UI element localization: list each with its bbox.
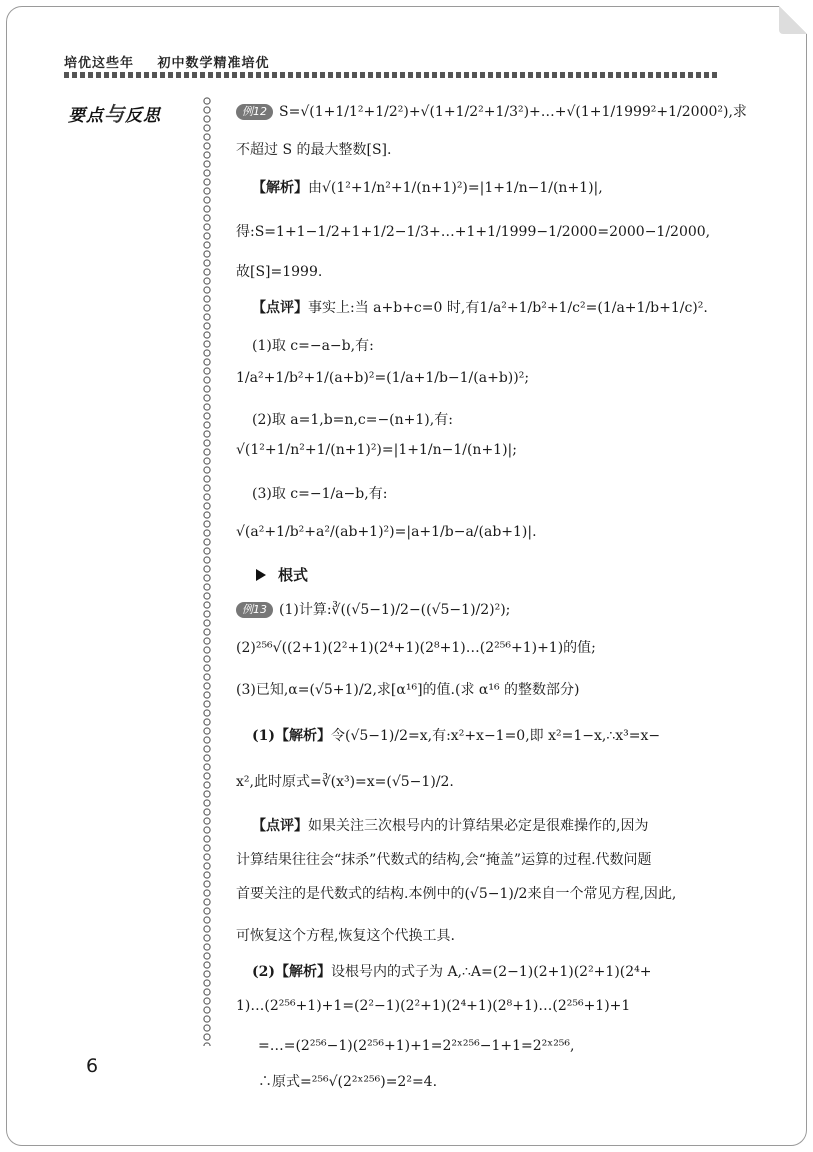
line-text: 得:S=1+1−1/2+1+1/2−1/3+…+1+1/1999−1/2000=2000−1/2000, bbox=[236, 224, 711, 240]
text-line bbox=[252, 964, 652, 982]
section-tag: 【点评】 bbox=[252, 818, 308, 834]
line-text: (2)²⁵⁶√((2+1)(2²+1)(2⁴+1)(2⁸+1)…(2²⁵⁶+1)+1)的值; bbox=[236, 640, 596, 656]
page-number: 6 bbox=[86, 1055, 99, 1077]
line-text: x²,此时原式=∛(x³)=x=(√5−1)/2. bbox=[236, 774, 454, 790]
line-text: (1)计算:∛((√5−1)/2−((√5−1)/2)²); bbox=[279, 602, 511, 618]
header-rule bbox=[64, 72, 717, 78]
text-line bbox=[258, 1074, 437, 1092]
text-line bbox=[236, 774, 454, 792]
text-line bbox=[236, 104, 747, 122]
text-line bbox=[252, 412, 453, 430]
sidebar-title-b: 反思 bbox=[125, 106, 161, 126]
line-text: 计算结果往往会“抹杀”代数式的结构,会“掩盖”运算的过程.代数问题 bbox=[236, 852, 652, 868]
header-book-title: 初中数学精准培优 bbox=[157, 56, 270, 71]
page-fold-corner bbox=[779, 6, 807, 34]
text-line bbox=[236, 640, 596, 658]
line-text: 如果关注三次根号内的计算结果必定是很难操作的,因为 bbox=[308, 818, 649, 834]
text-line bbox=[236, 682, 580, 700]
running-header bbox=[64, 52, 288, 71]
sidebar-title-mid: 与 bbox=[104, 102, 125, 126]
triangle-bullet-icon bbox=[256, 569, 266, 581]
text-line bbox=[258, 1038, 574, 1056]
section-tag: (1)【解析】 bbox=[252, 728, 331, 744]
text-line bbox=[236, 602, 510, 620]
line-text: ∴原式=²⁵⁶√(2²ˣ²⁵⁶)=2²=4. bbox=[258, 1074, 438, 1090]
example-badge: 例13 bbox=[236, 602, 273, 618]
line-text: 故[S]=1999. bbox=[236, 264, 323, 280]
line-text: =…=(2²⁵⁶−1)(2²⁵⁶+1)+1=2²ˣ²⁵⁶−1+1=2²ˣ²⁵⁶, bbox=[258, 1038, 575, 1054]
dotted-divider bbox=[202, 96, 212, 1046]
line-text: √(1²+1/n²+1/(n+1)²)=|1+1/n−1/(n+1)|; bbox=[236, 442, 517, 458]
text-line bbox=[252, 728, 660, 746]
sidebar-title-a: 要点 bbox=[68, 106, 104, 126]
line-text: 令(√5−1)/2=x,有:x²+x−1=0,即 x²=1−x,∴x³=x− bbox=[331, 728, 661, 744]
line-text: 由√(1²+1/n²+1/(n+1)²)=|1+1/n−1/(n+1)|, bbox=[308, 180, 603, 196]
line-text: (3)已知,α=(√5+1)/2,求[α¹⁶]的值.(求 α¹⁶ 的整数部分) bbox=[236, 682, 580, 698]
text-line bbox=[236, 442, 517, 460]
text-line bbox=[236, 264, 322, 282]
line-text: 1/a²+1/b²+1/(a+b)²=(1/a+1/b−1/(a+b))²; bbox=[236, 370, 530, 386]
section-tag: 【点评】 bbox=[252, 300, 308, 316]
line-text: S=√(1+1/1²+1/2²)+√(1+1/2²+1/3²)+…+√(1+1/1999²+1/2000²),求 bbox=[279, 104, 747, 120]
text-line bbox=[236, 928, 455, 946]
text-line bbox=[252, 300, 708, 318]
section-title: 根式 bbox=[278, 566, 309, 584]
line-text: 不超过 S 的最大整数[S]. bbox=[236, 142, 392, 158]
line-text: 1)…(2²⁵⁶+1)+1=(2²−1)(2²+1)(2⁴+1)(2⁸+1)…(2²⁵⁶+1)+1 bbox=[236, 998, 631, 1014]
line-text: 设根号内的式子为 A,∴A=(2−1)(2+1)(2²+1)(2⁴+ bbox=[331, 964, 652, 980]
text-line bbox=[236, 524, 537, 542]
line-text: (3)取 c=−1/a−b,有: bbox=[252, 486, 388, 502]
line-text: √(a²+1/b²+a²/(ab+1)²)=|a+1/b−a/(ab+1)|. bbox=[236, 524, 537, 540]
text-line bbox=[252, 338, 374, 356]
sidebar-title bbox=[68, 98, 161, 127]
text-line bbox=[252, 180, 603, 198]
section-tag: 【解析】 bbox=[252, 180, 308, 196]
section-tag: (2)【解析】 bbox=[252, 964, 331, 980]
text-line bbox=[236, 142, 391, 160]
text-line bbox=[236, 886, 676, 904]
section-heading bbox=[256, 566, 308, 585]
text-line bbox=[236, 224, 710, 242]
text-line bbox=[236, 852, 652, 870]
line-text: 事实上:当 a+b+c=0 时,有1/a²+1/b²+1/c²=(1/a+1/b+1/c)². bbox=[308, 300, 708, 316]
text-line bbox=[236, 370, 529, 388]
line-text: 首要关注的是代数式的结构.本例中的(√5−1)/2来自一个常见方程,因此, bbox=[236, 886, 677, 902]
line-text: (1)取 c=−a−b,有: bbox=[252, 338, 374, 354]
text-line bbox=[252, 818, 648, 836]
example-badge: 例12 bbox=[236, 104, 273, 120]
text-line bbox=[236, 998, 630, 1016]
line-text: 可恢复这个方程,恢复这个代换工具. bbox=[236, 928, 455, 944]
line-text: (2)取 a=1,b=n,c=−(n+1),有: bbox=[252, 412, 453, 428]
text-line bbox=[252, 486, 387, 504]
header-series: 培优这些年 bbox=[64, 56, 135, 71]
